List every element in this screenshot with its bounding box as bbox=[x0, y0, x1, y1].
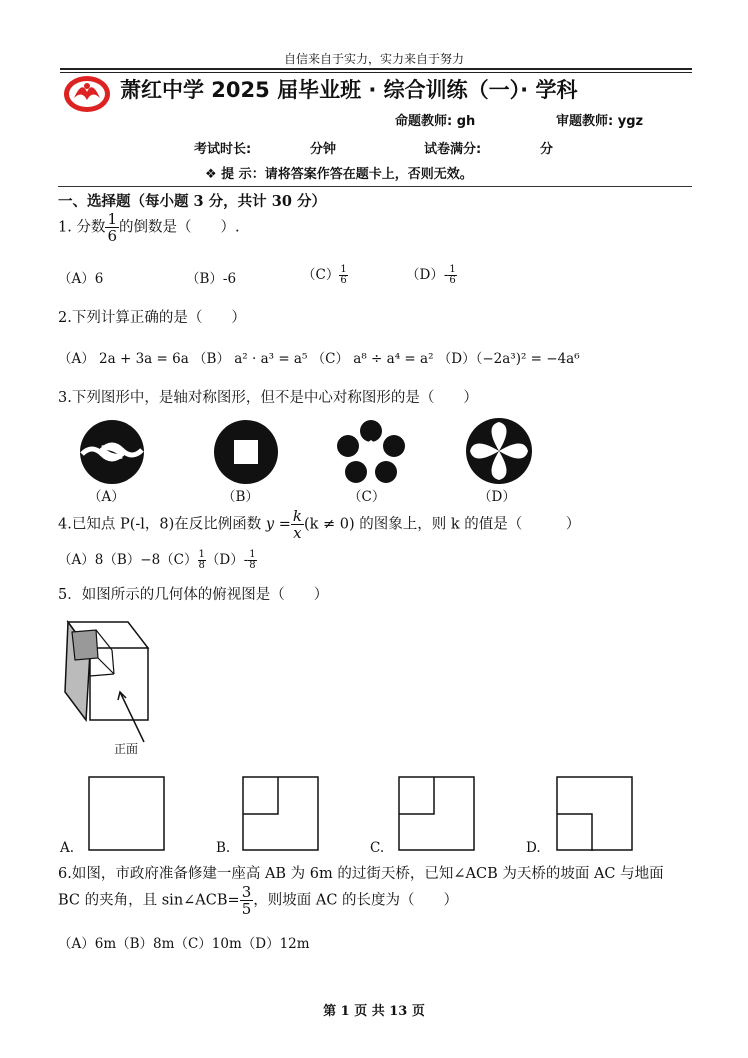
figure-a-icon bbox=[78, 418, 146, 486]
option-d-view-icon bbox=[556, 776, 634, 852]
q4-func-cond: (k ≠ 0) bbox=[303, 516, 355, 533]
figure-b-label: （B） bbox=[222, 489, 259, 505]
q6-line2b: ，则坡面 AC 的长度为（ ） bbox=[253, 892, 459, 909]
q6-sin-den: 5 bbox=[241, 900, 252, 918]
q5-option-b: B. bbox=[216, 840, 231, 856]
q6-sin-fraction bbox=[240, 884, 254, 917]
q4-func-den: x bbox=[293, 524, 302, 542]
q1-option-c-label: （C） bbox=[302, 267, 340, 283]
question-6-line-1: 6.如图，市政府准备修建一座高 AB 为 6m 的过街天桥，已知∠ACB 为天桥的坡面 AC 与地面 bbox=[58, 866, 664, 882]
option-c-view-icon bbox=[398, 776, 476, 852]
q5-option-a: A. bbox=[60, 840, 75, 856]
figure-c-label: （C） bbox=[348, 489, 386, 505]
q1-frac-num: 1 bbox=[107, 210, 117, 228]
q6-line2a: BC 的夹角，且 sin∠ACB= bbox=[58, 892, 240, 909]
score-label: 试卷满分: bbox=[424, 142, 482, 157]
q4-func-lhs: y = bbox=[265, 516, 291, 533]
motto: 自信来自于实力，实力来自于努力 bbox=[283, 52, 464, 66]
option-a-view-icon bbox=[88, 776, 166, 852]
question-4 bbox=[58, 508, 580, 541]
q1-option-d bbox=[406, 263, 457, 286]
q1-d-den: 6 bbox=[449, 275, 456, 286]
q1-option-d-label: （D）- bbox=[406, 267, 449, 283]
q1-c-den: 6 bbox=[340, 275, 347, 286]
exam-title: 萧红中学 2025 届毕业班 · 综合训练（一）· 学科 bbox=[120, 78, 578, 102]
q4-d-den: 8 bbox=[249, 560, 256, 571]
q1-d-num: 1 bbox=[449, 264, 456, 275]
header-rule bbox=[60, 68, 692, 70]
section-heading: 一、选择题（每小题 3 分，共计 30 分） bbox=[58, 193, 326, 210]
q1-option-a: （A）6 bbox=[58, 271, 104, 287]
reviewer-label: 审题教师: ygz bbox=[556, 114, 644, 129]
q6-sin-num: 3 bbox=[241, 883, 252, 901]
header-rule-thin bbox=[60, 72, 692, 73]
figure-c-icon bbox=[336, 418, 406, 486]
q1-frac-den: 6 bbox=[107, 227, 117, 245]
question-2: 2.下列计算正确的是（ ） bbox=[58, 310, 246, 326]
q4-stem-a: 4.已知点 P(-l，8)在反比例函数 bbox=[58, 516, 262, 533]
figure-a-label: （A） bbox=[88, 489, 125, 505]
question-6-line-2 bbox=[58, 884, 458, 917]
time-unit: 分钟 bbox=[310, 142, 337, 157]
question-1 bbox=[58, 211, 240, 244]
front-label: 正面 bbox=[114, 742, 139, 756]
time-label: 考试时长: bbox=[194, 142, 252, 157]
solid-figure-icon bbox=[60, 612, 160, 762]
page-footer: 第 1 页 共 13 页 bbox=[323, 1004, 425, 1019]
question-5: 5．如图所示的几何体的俯视图是（ ） bbox=[58, 587, 329, 603]
figure-d-label: （D） bbox=[478, 489, 516, 505]
q4-func-num: k bbox=[292, 507, 302, 525]
exam-tip: ❖ 提 示：请将答案作答在题卡上，否则无效。 bbox=[205, 167, 473, 182]
q4-options-b: （D）- bbox=[205, 552, 249, 568]
q5-option-c: C. bbox=[370, 840, 385, 856]
q4-c-den: 8 bbox=[198, 560, 205, 571]
question-3: 3.下列图形中，是轴对称图形，但不是中心对称图形的是（ ） bbox=[58, 390, 478, 406]
q6-options: （A）6m（B）8m（C）10m（D）12m bbox=[58, 936, 310, 952]
figure-b-icon bbox=[212, 418, 280, 486]
q5-option-d: D. bbox=[526, 840, 541, 856]
q1-option-c bbox=[302, 263, 348, 286]
option-b-view-icon bbox=[242, 776, 320, 852]
school-logo-icon bbox=[62, 74, 112, 114]
figure-d-icon bbox=[464, 416, 534, 486]
q4-options bbox=[58, 548, 257, 571]
q4-stem-b: 的图象上，则 k 的值是（ ） bbox=[359, 516, 581, 533]
q4-func-fraction bbox=[291, 508, 304, 541]
q2-options: （A） 2a + 3a = 6a （B） a² · a³ = a⁵ （C） a⁸ ÷ a⁴ = a² （D）（−2a³)² = −4a⁶ bbox=[58, 351, 580, 367]
q1-fraction bbox=[105, 211, 119, 244]
setter-label: 命题教师: gh bbox=[395, 114, 476, 129]
score-unit: 分 bbox=[540, 142, 554, 157]
q1-option-b: （B）-6 bbox=[186, 271, 237, 287]
q4-d-num: 1 bbox=[249, 549, 256, 560]
q1-prefix: 1. 分数 bbox=[58, 219, 106, 236]
q1-suffix: 的倒数是（ ）. bbox=[119, 219, 240, 236]
q4-c-num: 1 bbox=[198, 549, 205, 560]
section-divider bbox=[58, 186, 692, 187]
q1-c-num: 1 bbox=[340, 264, 347, 275]
q4-options-a: （A）8（B）−8（C） bbox=[58, 552, 198, 568]
